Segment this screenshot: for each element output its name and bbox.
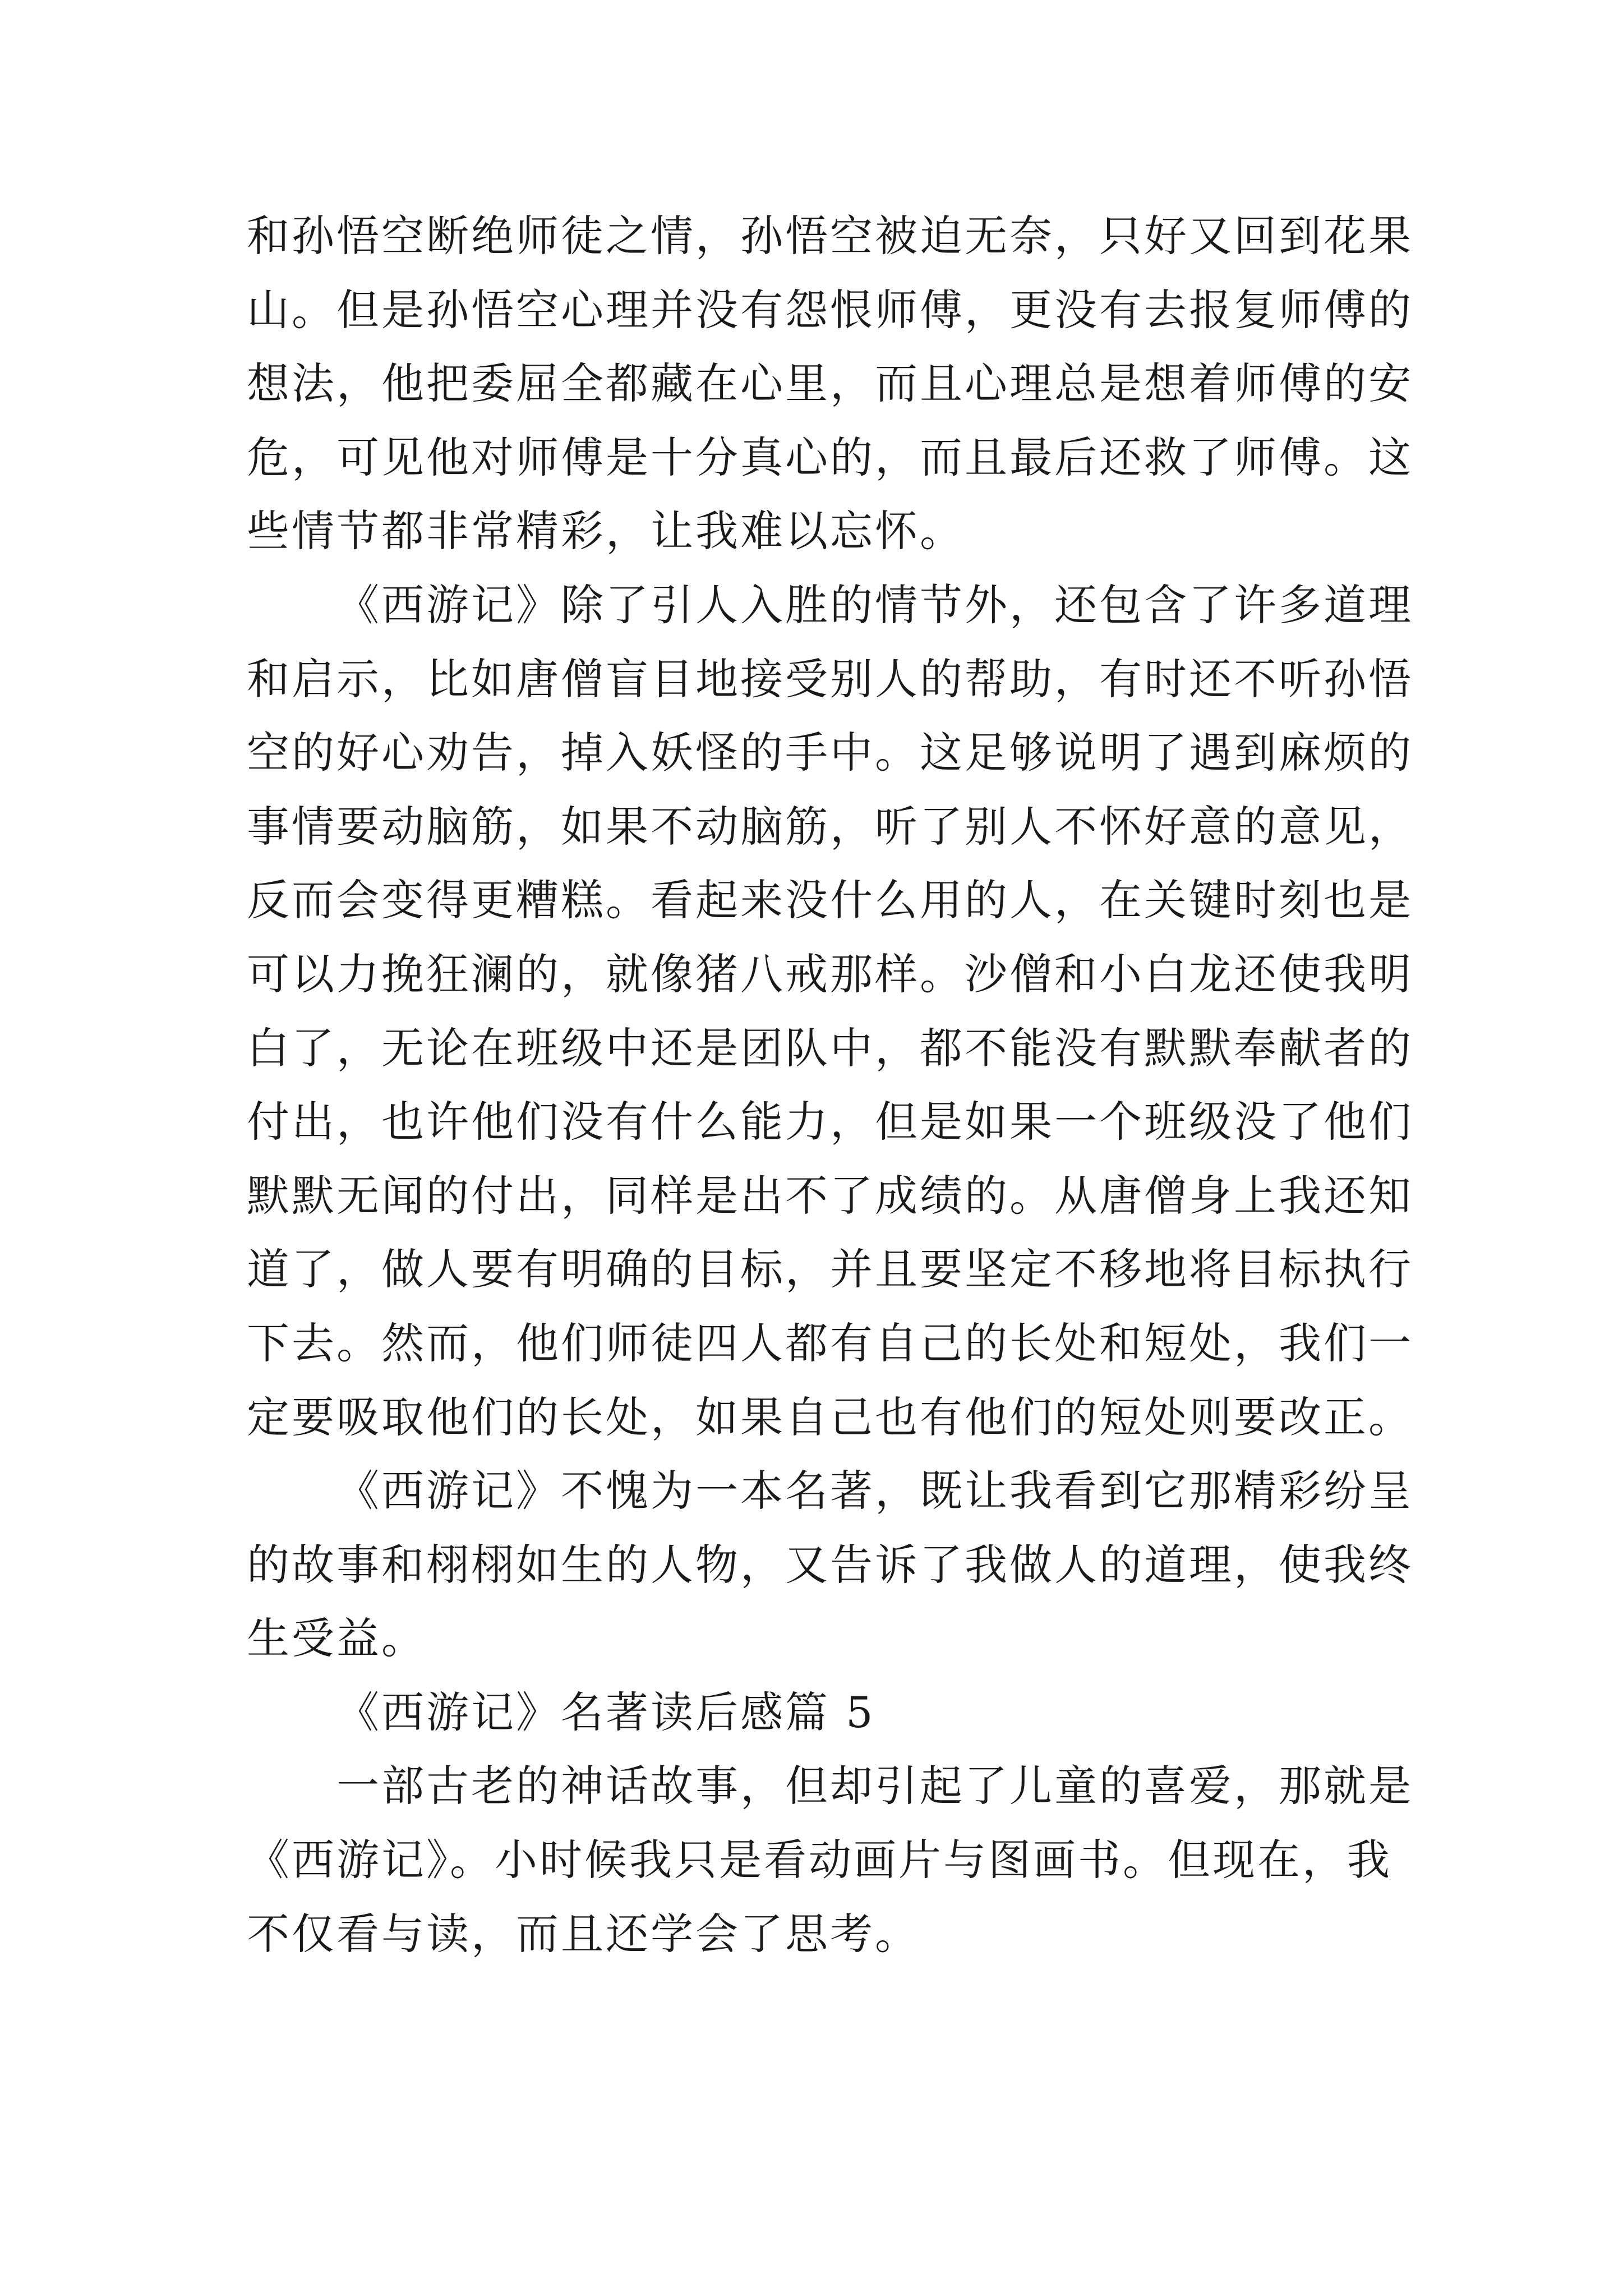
text-line: 《西游记》除了引人入胜的情节外，还包含了许多道理 [336, 579, 1413, 630]
text-line: 《西游记》不愧为一本名著，既让我看到它那精彩纷呈 [336, 1466, 1413, 1516]
text-line: 些情节都非常精彩，让我难以忘怀。 [247, 506, 965, 556]
text-line: 和孙悟空断绝师徒之情，孙悟空被迫无奈，只好又回到花果 [247, 211, 1413, 261]
text-line: 道了，做人要有明确的目标，并且要坚定不移地将目标执行 [247, 1244, 1413, 1295]
text-line: 和启示，比如唐僧盲目地接受别人的帮助，有时还不听孙悟 [247, 654, 1413, 704]
body-text [247, 199, 1413, 1971]
text-line: 定要吸取他们的长处，如果自己也有他们的短处则要改正。 [247, 1392, 1413, 1442]
text-line: 一部古老的神话故事，但却引起了儿童的喜爱，那就是 [336, 1761, 1413, 1811]
text-line: 《西游记》。小时候我只是看动画片与图画书。但现在，我 [247, 1835, 1392, 1885]
text-line: 不仅看与读，而且还学会了思考。 [247, 1908, 920, 1959]
text-line: 山。但是孙悟空心理并没有怨恨师傅，更没有去报复师傅的 [247, 284, 1413, 335]
text-line: 的故事和栩栩如生的人物，又告诉了我做人的道理，使我终 [247, 1539, 1413, 1590]
text-line: 可以力挽狂澜的，就像猪八戒那样。沙僧和小白龙还使我明 [247, 949, 1413, 999]
text-line: 空的好心劝告，掉入妖怪的手中。这足够说明了遇到麻烦的 [247, 728, 1413, 778]
text-line: 生受益。 [247, 1613, 426, 1664]
text-line: 想法，他把委屈全都藏在心里，而且心理总是想着师傅的安 [247, 358, 1413, 409]
text-line: 反而会变得更糟糕。看起来没什么用的人，在关键时刻也是 [247, 875, 1413, 926]
text-line: 危，可见他对师傅是十分真心的，而且最后还救了师傅。这 [247, 432, 1413, 482]
text-line: 付出，也许他们没有什么能力，但是如果一个班级没了他们 [247, 1097, 1413, 1147]
text-line: 白了，无论在班级中还是团队中，都不能没有默默奉献者的 [247, 1023, 1413, 1073]
text-line: 默默无闻的付出，同样是出不了成绩的。从唐僧身上我还知 [247, 1170, 1413, 1221]
text-line: 下去。然而，他们师徒四人都有自己的长处和短处，我们一 [247, 1318, 1413, 1368]
section-heading: 《西游记》名著读后感篇 5 [336, 1687, 875, 1737]
text-line: 事情要动脑筋，如果不动脑筋，听了别人不怀好意的意见， [247, 801, 1413, 852]
